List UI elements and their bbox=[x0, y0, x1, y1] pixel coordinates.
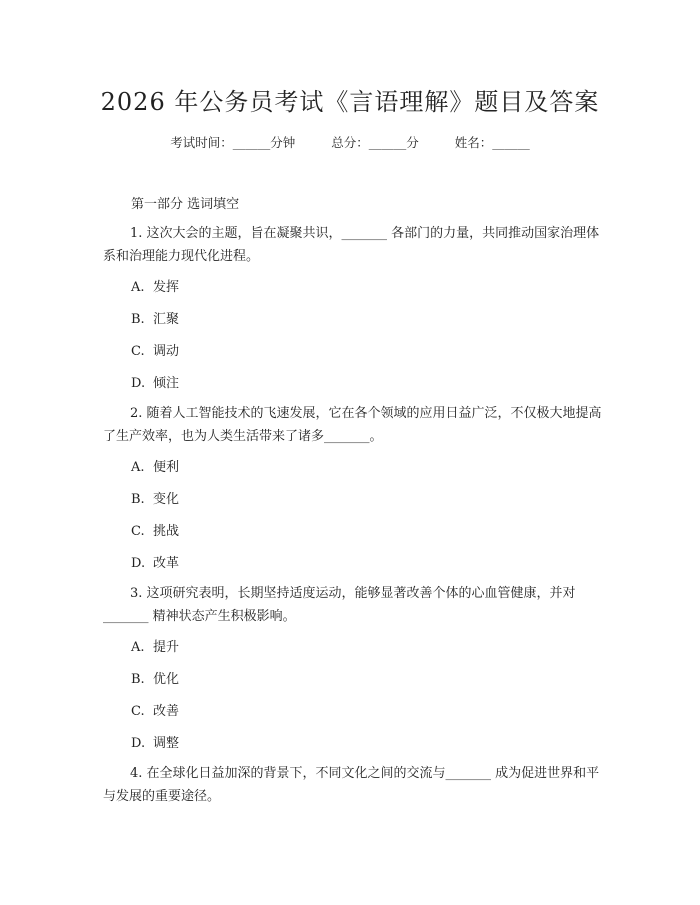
option-letter: B. bbox=[131, 312, 145, 327]
question-2-option-c bbox=[131, 520, 179, 539]
option-text: 发挥 bbox=[153, 280, 180, 295]
exam-name: 姓名：______ bbox=[454, 135, 530, 150]
option-letter: C. bbox=[131, 704, 145, 719]
option-text: 倾注 bbox=[153, 376, 180, 391]
option-letter: C. bbox=[131, 524, 145, 539]
option-text: 改善 bbox=[153, 704, 180, 719]
option-letter: B. bbox=[131, 672, 145, 687]
question-3: 3. 这项研究表明，长期坚持适度运动，能够显著改善个体的心血管健康，并对_______ 精神状态产生积极影响。 bbox=[103, 586, 576, 624]
question-1-option-b bbox=[131, 308, 179, 327]
option-text: 汇聚 bbox=[153, 312, 180, 327]
option-letter: A. bbox=[131, 640, 145, 655]
option-text: 挑战 bbox=[153, 524, 180, 539]
option-text: 调动 bbox=[153, 344, 180, 359]
option-text: 优化 bbox=[153, 672, 180, 687]
option-text: 调整 bbox=[153, 736, 180, 751]
option-letter: A. bbox=[131, 460, 145, 475]
option-text: 提升 bbox=[153, 640, 180, 655]
option-letter: A. bbox=[131, 280, 145, 295]
exam-time: 考试时间：______分钟 bbox=[170, 135, 296, 150]
page-title: 2026 年公务员考试《言语理解》题目及答案 bbox=[100, 88, 600, 116]
question-3-option-a bbox=[131, 636, 179, 655]
option-letter: C. bbox=[131, 344, 145, 359]
question-4: 4. 在全球化日益加深的背景下，不同文化之间的交流与_______ 成为促进世界和平与发展的重要途径。 bbox=[103, 766, 600, 804]
exam-meta bbox=[0, 133, 700, 151]
question-3-option-c bbox=[131, 700, 179, 719]
option-text: 变化 bbox=[153, 492, 180, 507]
question-3-option-b bbox=[131, 668, 179, 687]
option-text: 便利 bbox=[153, 460, 180, 475]
option-letter: D. bbox=[131, 736, 146, 751]
exam-score: 总分：______分 bbox=[331, 135, 419, 150]
question-1-option-a bbox=[131, 276, 179, 295]
question-1-option-c bbox=[131, 340, 179, 359]
question-2-option-b bbox=[131, 488, 179, 507]
option-letter: B. bbox=[131, 492, 145, 507]
question-2-option-a bbox=[131, 456, 179, 475]
option-letter: D. bbox=[131, 376, 146, 391]
question-3-option-d bbox=[131, 732, 179, 751]
option-letter: D. bbox=[131, 556, 146, 571]
section-heading: 第一部分 选词填空 bbox=[131, 197, 240, 212]
question-2-option-d bbox=[131, 552, 179, 571]
question-2: 2. 随着人工智能技术的飞速发展，它在各个领域的应用日益广泛，不仅极大地提高了生产效率，也为人类生活带来了诸多_______。 bbox=[103, 406, 602, 444]
question-1-option-d bbox=[131, 372, 179, 391]
option-text: 改革 bbox=[153, 556, 180, 571]
question-1: 1. 这次大会的主题，旨在凝聚共识，_______ 各部门的力量，共同推动国家治理体系和治理能力现代化进程。 bbox=[103, 226, 600, 264]
